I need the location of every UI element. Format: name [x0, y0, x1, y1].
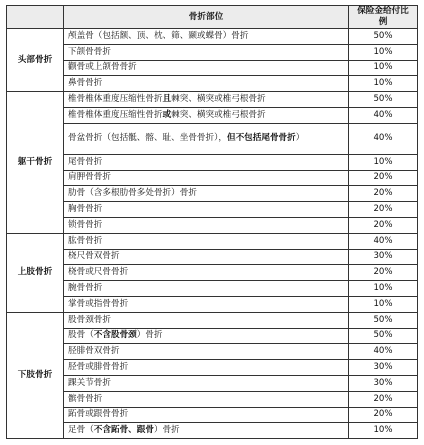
fracture-description-cell: 锁骨骨折 — [64, 217, 349, 233]
fracture-description-cell: 尾骨骨折 — [64, 154, 349, 170]
benefit-ratio-cell: 10% — [349, 296, 418, 312]
benefit-ratio-cell: 30% — [349, 375, 418, 391]
table-row — [7, 29, 418, 45]
fracture-description-cell: 胫骨或腓骨骨折 — [64, 360, 349, 376]
table-row — [7, 233, 418, 249]
category-cell: 头部骨折 — [7, 29, 64, 92]
fracture-description-cell — [64, 328, 349, 344]
benefit-ratio-cell: 30% — [349, 249, 418, 265]
benefit-ratio-cell: 20% — [349, 217, 418, 233]
fracture-description-cell: 颅盖骨（包括额、顶、枕、筛、颞或蝶骨）骨折 — [64, 29, 349, 45]
benefit-ratio-cell: 20% — [349, 202, 418, 218]
fracture-description-cell: 股骨颈骨折 — [64, 312, 349, 328]
table-row — [7, 249, 418, 265]
benefit-ratio-cell: 40% — [349, 123, 418, 154]
description-text: ）骨折 — [153, 425, 180, 436]
table-row — [7, 391, 418, 407]
fracture-description-cell — [64, 92, 349, 108]
table-row — [7, 375, 418, 391]
fracture-benefit-table — [6, 5, 418, 439]
table-row — [7, 265, 418, 281]
description-emphasis: 不含股骨颈 — [93, 330, 137, 341]
table-row — [7, 423, 418, 439]
description-text: 椎骨椎体重度压缩性骨折 — [68, 94, 163, 105]
fracture-description-cell: 肋骨（含多根肋骨多处骨折）骨折 — [64, 186, 349, 202]
table-row — [7, 328, 418, 344]
benefit-ratio-cell: 10% — [349, 281, 418, 297]
fracture-description-cell: 踝关节骨折 — [64, 375, 349, 391]
benefit-ratio-cell: 10% — [349, 60, 418, 76]
header-fracture-part: 骨折部位 — [64, 6, 349, 29]
table-row — [7, 60, 418, 76]
table-row — [7, 407, 418, 423]
description-text: ）骨折 — [136, 330, 163, 341]
benefit-ratio-cell: 40% — [349, 344, 418, 360]
description-emphasis: 不含跖骨、跟骨 — [93, 425, 154, 436]
table-row — [7, 92, 418, 108]
table-row — [7, 76, 418, 92]
table-row — [7, 186, 418, 202]
fracture-description-cell: 胫腓骨双骨折 — [64, 344, 349, 360]
description-emphasis: 或 — [162, 109, 172, 120]
fracture-benefit-table-container — [6, 5, 418, 439]
fracture-description-cell: 腕骨骨折 — [64, 281, 349, 297]
table-row — [7, 296, 418, 312]
table-row — [7, 154, 418, 170]
benefit-ratio-cell: 10% — [349, 76, 418, 92]
header-blank-cell — [7, 6, 64, 29]
fracture-description-cell: 髌骨骨折 — [64, 391, 349, 407]
benefit-ratio-cell: 50% — [349, 312, 418, 328]
benefit-ratio-cell: 50% — [349, 92, 418, 108]
table-row — [7, 360, 418, 376]
fracture-description-cell — [64, 107, 349, 123]
description-text: ） — [295, 133, 305, 144]
description-text: 股骨（ — [68, 330, 94, 341]
benefit-ratio-cell: 30% — [349, 360, 418, 376]
benefit-ratio-cell: 50% — [349, 29, 418, 45]
fracture-description-cell: 下颌骨骨折 — [64, 44, 349, 60]
fracture-description-cell: 掌骨或指骨骨折 — [64, 296, 349, 312]
fracture-description-cell: 跖骨或跟骨骨折 — [64, 407, 349, 423]
table-row — [7, 202, 418, 218]
description-text: 棘突、横突或椎弓根骨折 — [171, 94, 266, 105]
fracture-description-cell: 桡骨或尺骨骨折 — [64, 265, 349, 281]
table-row — [7, 123, 418, 154]
table-row — [7, 281, 418, 297]
benefit-ratio-cell: 20% — [349, 265, 418, 281]
table-header-row — [7, 6, 418, 29]
table-row — [7, 217, 418, 233]
description-emphasis: 但不包括尾骨骨折 — [226, 133, 296, 144]
table-row — [7, 312, 418, 328]
benefit-ratio-cell: 10% — [349, 423, 418, 439]
benefit-ratio-cell: 20% — [349, 407, 418, 423]
benefit-ratio-cell: 20% — [349, 170, 418, 186]
category-cell: 上肢骨折 — [7, 233, 64, 312]
fracture-description-cell — [64, 423, 349, 439]
fracture-description-cell: 桡尺骨双骨折 — [64, 249, 349, 265]
fracture-description-cell: 胸骨骨折 — [64, 202, 349, 218]
description-text: 棘突、横突或椎弓根骨折 — [171, 109, 266, 120]
fracture-description-cell: 鼻骨骨折 — [64, 76, 349, 92]
benefit-ratio-cell: 10% — [349, 44, 418, 60]
benefit-ratio-cell: 10% — [349, 154, 418, 170]
benefit-ratio-cell: 20% — [349, 186, 418, 202]
header-benefit-ratio: 保险金给付比例 — [349, 6, 418, 29]
table-row — [7, 344, 418, 360]
benefit-ratio-cell: 40% — [349, 107, 418, 123]
description-text: 椎骨椎体重度压缩性骨折 — [68, 109, 163, 120]
table-body — [7, 29, 418, 439]
category-cell: 躯干骨折 — [7, 92, 64, 234]
table-row — [7, 44, 418, 60]
fracture-description-cell: 肩胛骨骨折 — [64, 170, 349, 186]
description-text: 足骨（ — [68, 425, 94, 436]
table-row — [7, 170, 418, 186]
description-emphasis: 且 — [162, 94, 172, 105]
fracture-description-cell: 颧骨或上颌骨骨折 — [64, 60, 349, 76]
benefit-ratio-cell: 40% — [349, 233, 418, 249]
category-cell: 下肢骨折 — [7, 312, 64, 438]
table-row — [7, 107, 418, 123]
benefit-ratio-cell: 50% — [349, 328, 418, 344]
description-text: 骨盆骨折（包括骶、髂、耻、坐骨骨折）， — [68, 133, 227, 144]
fracture-description-cell — [64, 123, 349, 154]
benefit-ratio-cell: 20% — [349, 391, 418, 407]
fracture-description-cell: 肱骨骨折 — [64, 233, 349, 249]
